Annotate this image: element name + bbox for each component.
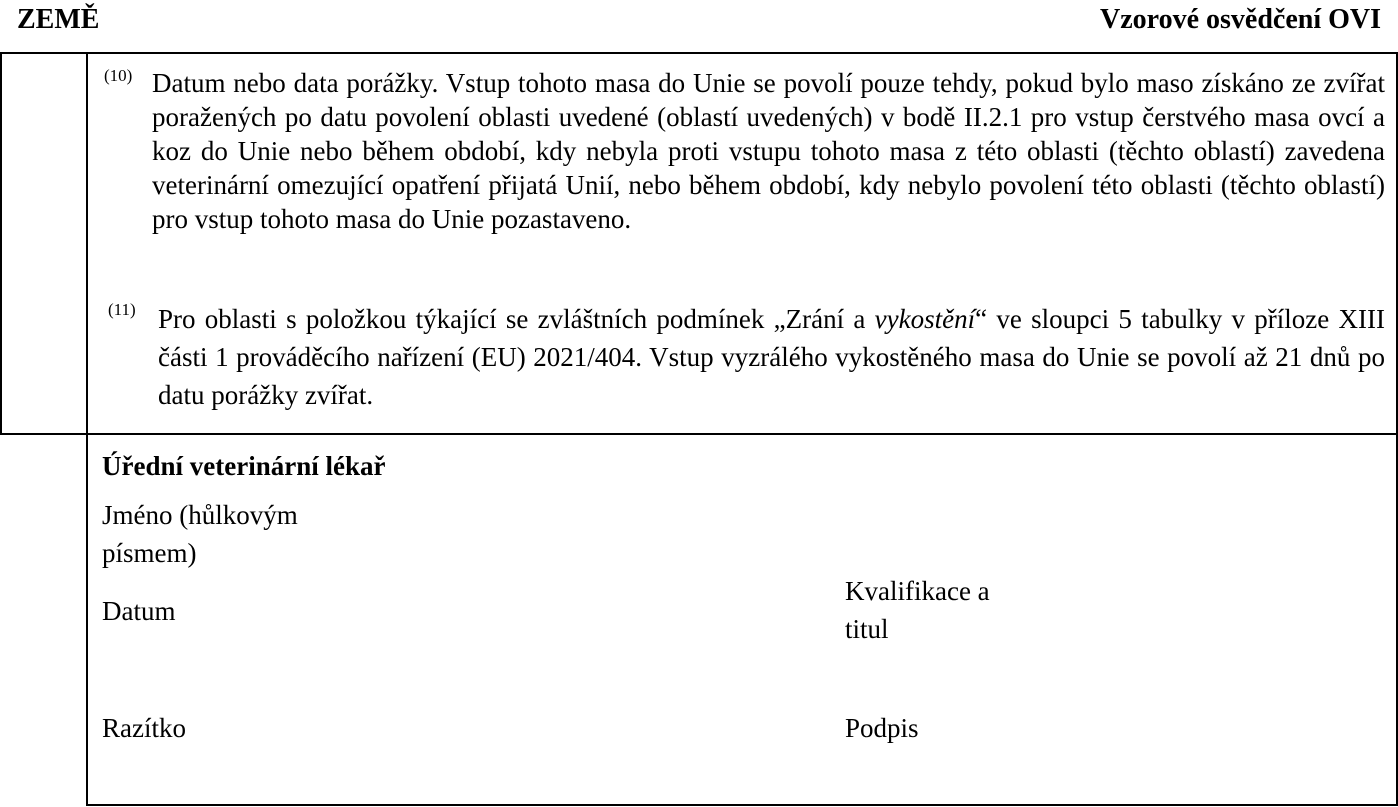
table-bottom-border	[86, 804, 1398, 806]
footnote-11-text-italic: vykostění	[874, 304, 976, 334]
name-label: Jméno (hůlkovým písmem)	[102, 500, 298, 568]
certificate-model-title: Vzorové osvědčení OVI	[1100, 4, 1381, 35]
table-row-divider	[0, 433, 1398, 435]
table-left-border	[0, 52, 2, 435]
footnote-10-number: (10)	[104, 66, 133, 85]
footnote-11-text-part1: Pro oblasti s položkou týkající se zvláštních podmínek „Zrání a	[158, 304, 875, 334]
country-header: ZEMĚ	[17, 4, 100, 35]
footnote-11-number: (11)	[108, 300, 136, 319]
footnote-10-text: Datum nebo data porážky. Vstup tohoto masa do Unie se povolí pouze tehdy, pokud bylo maso získáno ze zvířat poražených po datu povolení oblasti uvedené (oblastí uvedených) v bodě II.2.1 pro vstup čerstvého masa ovcí a koz do Unie nebo během období, kdy nebyla proti vstupu tohoto masa z této oblasti (těchto oblastí) zavedena veterinární omezující opatření přijatá Unií, nebo během období, kdy nebylo povolení této oblasti (těchto oblastí) pro vstup tohoto masa do Unie pozastaveno.	[152, 68, 1385, 234]
footnote-11-text	[158, 300, 1385, 414]
qualification-label: Kvalifikace a titul	[845, 576, 990, 644]
signature-label: Podpis	[845, 713, 919, 743]
stamp-label: Razítko	[102, 713, 186, 743]
table-column-divider	[86, 52, 88, 806]
date-label: Datum	[102, 596, 176, 626]
official-veterinarian-heading: Úřední veterinární lékař	[102, 451, 386, 481]
table-top-border	[0, 52, 1398, 54]
footnote-11-text-part2: “ ve sloupci 5 tabulky v příloze XIII části 1 prováděcího nařízení (EU) 2021/404. Vstup vyzrálého vykostěného masa do Unie se povolí až 21 dnů po datu porážky zvířat.	[158, 304, 1385, 410]
